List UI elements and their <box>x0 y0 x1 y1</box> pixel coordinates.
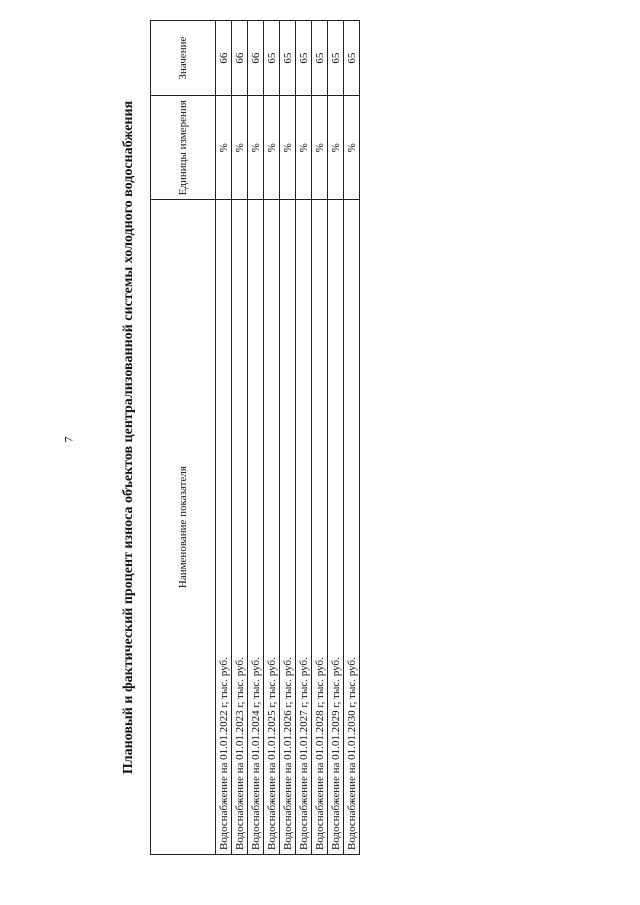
document-title: Плановый и фактический процент износа объектов централизованной системы холодного водоснабжения <box>121 100 136 775</box>
row-value-cell: 66 <box>216 21 232 96</box>
table-body <box>216 21 360 855</box>
row-name-cell: Водоснабжение на 01.01.2028 г, тыс. руб. <box>312 200 328 855</box>
row-value-cell: 66 <box>232 21 248 96</box>
header-value: Значение <box>151 21 216 96</box>
row-name-cell: Водоснабжение на 01.01.2030 г, тыс. руб. <box>344 200 360 855</box>
row-unit-cell: % <box>296 96 312 200</box>
row-unit-cell: % <box>216 96 232 200</box>
row-value-cell: 65 <box>264 21 280 96</box>
row-name-cell: Водоснабжение на 01.01.2026 г, тыс. руб. <box>280 200 296 855</box>
table-row <box>216 21 232 855</box>
row-name-cell: Водоснабжение на 01.01.2023 г, тыс. руб. <box>232 200 248 855</box>
row-name-cell: Водоснабжение на 01.01.2029 г, тыс. руб. <box>328 200 344 855</box>
row-value-cell: 65 <box>296 21 312 96</box>
row-value-cell: 65 <box>344 21 360 96</box>
row-unit-cell: % <box>280 96 296 200</box>
table-row <box>328 21 344 855</box>
document-sheet <box>120 20 358 855</box>
row-name-cell: Водоснабжение на 01.01.2027 г, тыс. руб. <box>296 200 312 855</box>
row-unit-cell: % <box>312 96 328 200</box>
indicator-table <box>150 20 360 855</box>
row-unit-cell: % <box>328 96 344 200</box>
table-row <box>344 21 360 855</box>
row-value-cell: 65 <box>328 21 344 96</box>
row-name-cell: Водоснабжение на 01.01.2022 г, тыс. руб. <box>216 200 232 855</box>
table-row <box>248 21 264 855</box>
row-value-cell: 66 <box>248 21 264 96</box>
rotated-content <box>120 20 358 855</box>
row-unit-cell: % <box>264 96 280 200</box>
header-unit: Единицы измерения <box>151 96 216 200</box>
row-name-cell: Водоснабжение на 01.01.2024 г, тыс. руб. <box>248 200 264 855</box>
table-row <box>296 21 312 855</box>
row-unit-cell: % <box>248 96 264 200</box>
row-unit-cell: % <box>232 96 248 200</box>
table-row <box>312 21 328 855</box>
page-number: 7 <box>61 436 76 443</box>
header-name: Наименование показателя <box>151 200 216 855</box>
row-unit-cell: % <box>344 96 360 200</box>
row-value-cell: 65 <box>280 21 296 96</box>
table-row <box>264 21 280 855</box>
row-value-cell: 65 <box>312 21 328 96</box>
row-name-cell: Водоснабжение на 01.01.2025 г, тыс. руб. <box>264 200 280 855</box>
table-row <box>280 21 296 855</box>
table-row <box>232 21 248 855</box>
table-header-row <box>151 21 216 855</box>
